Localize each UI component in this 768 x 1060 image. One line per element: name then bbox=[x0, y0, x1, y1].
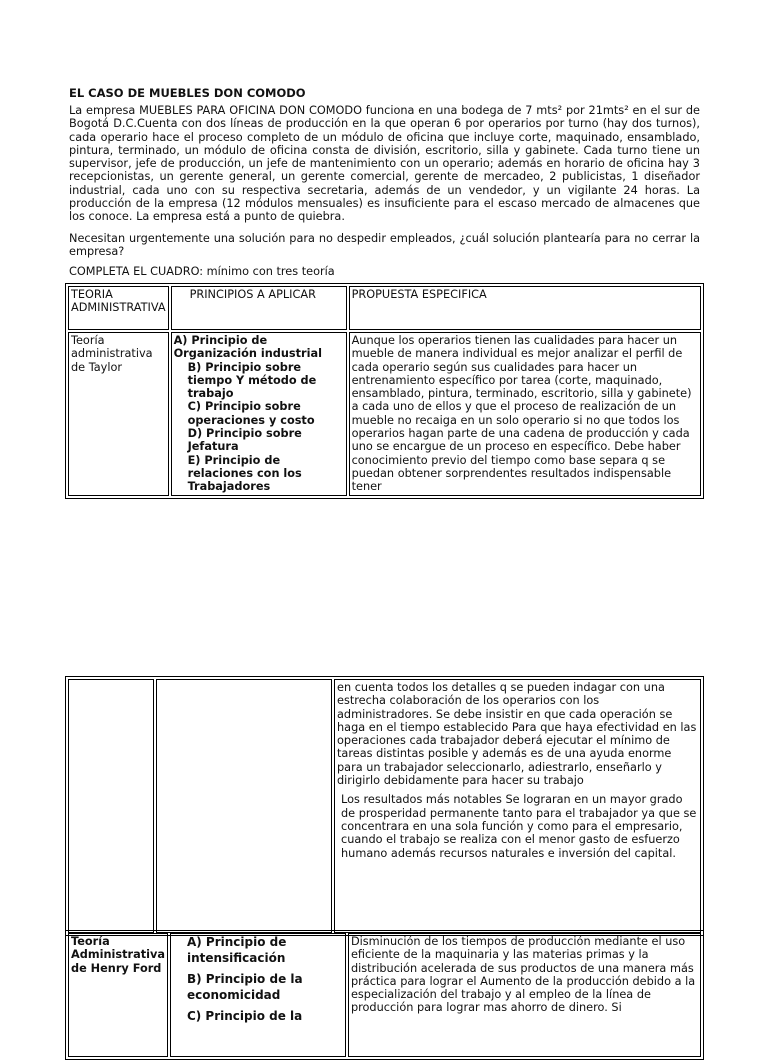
table-header-row bbox=[68, 286, 701, 330]
question-paragraph: Necesitan urgentemente una solución para no despedir empleados, ¿cuál solución plantearía para no cerrar la empresa? bbox=[69, 232, 700, 259]
ford-principle: C) Principio de la bbox=[186, 1009, 303, 1023]
taylor-principles-cell bbox=[171, 332, 347, 496]
document-title: EL CASO DE MUEBLES DON COMODO bbox=[69, 86, 306, 100]
taylor-proposal-cell: Aunque los operarios tienen las cualidades para hacer un mueble de manera individual es mejor analizar el perfil de cada operario según sus cualidades para hacer un entrenamiento específico por tarea (corte, maquinado, ensamblado, pintura, terminado, escritorio, silla y gabinete) a cada uno de ellos y que el proceso de realización de un mueble no recaiga en un solo operario si no que todos los operarios hagan parte de una cadena de producción y cada uno se encargue de un proceso en específico. Debe haber conocimiento previo del tiempo como base separa q se puedan obtener sorprendentes resultados indispensable tener bbox=[349, 332, 701, 496]
instruction-paragraph: COMPLETA EL CUADRO: mínimo con tres teoría bbox=[69, 265, 335, 278]
taylor-principle: D) Principio sobre Jefatura bbox=[187, 427, 302, 454]
taylor-principle: B) Principio sobre tiempo Y método de trabajo bbox=[187, 360, 317, 401]
header-theory: TEORIA ADMINISTRATIVA bbox=[68, 286, 169, 330]
case-paragraph: La empresa MUEBLES PARA OFICINA DON COMODO funciona en una bodega de 7 mts² por 21mts² en el sur de Bogotá D.C.Cuenta con dos líneas de producción en la que operan 6 por operarios por turno (hay dos turnos), cada operario hace el proceso completo de un módulo de oficina que incluye corte, maquinado, ensamblado, pintura, terminado, un módulo de oficina consta de división, escritorio, silla y gabinete. Cada turno tiene un supervisor, jefe de producción, un jefe de mantenimiento con un operario; además en horario de oficina hay 3 recepcionistas, un gerente general, un gerente comercial, gerente de mercadeo, 2 publicistas, 1 diseñador industrial, cada uno con su respectiva secretaria, además de un vendedor, y un vigilante 24 horas. La producción de la empresa (12 módulos mensuales) es insuficiente para el escaso mercado de almacenes que los conoce. La empresa está a punto de quiebra. bbox=[69, 104, 700, 224]
taylor-principle: E) Principio de relaciones con los Trabajadores bbox=[187, 453, 302, 494]
ford-theory-cell: Teoría Administrativa de Henry Ford bbox=[68, 933, 168, 1057]
taylor-theory-cell: Teoría administrativa de Taylor bbox=[68, 332, 169, 496]
taylor-results-text: Los resultados más notables Se lograran en un mayor grado de prosperidad permanente tanto para el trabajador ya que se concentrara en una sola función y como para el empresario, cuando el trabajo se realiza con el menor gasto de esfuerzo humano además recursos naturales e inversión del capital. bbox=[341, 793, 697, 860]
ford-principle: B) Principio de la economicidad bbox=[186, 972, 303, 1002]
empty-theory-cell bbox=[68, 679, 154, 933]
ford-principle: A) Principio de intensificación bbox=[186, 935, 287, 965]
empty-principles-cell bbox=[156, 679, 332, 933]
theory-table-ford bbox=[65, 930, 704, 1060]
header-principles-label: PRINCIPIOS A APLICAR bbox=[189, 288, 316, 301]
taylor-principle: C) Principio sobre operaciones y costo bbox=[187, 400, 315, 427]
table-row-taylor-continued bbox=[68, 679, 701, 933]
ford-proposal-cell: Disminución de los tiempos de producción mediante el uso eficiente de la maquinaria y las materias primas y la distribución acelerada de sus productos de una manera más práctica para lograr el Aumento de la producción debido a la especialización del trabajo y al empleo de la línea de producción para lograr mas ahorro de dinero. Si bbox=[348, 933, 701, 1057]
header-proposal: PROPUESTA ESPECIFICA bbox=[349, 286, 701, 330]
taylor-proposal-continued-cell bbox=[334, 679, 701, 933]
theory-table bbox=[65, 283, 704, 499]
theory-table-continued bbox=[65, 676, 704, 936]
taylor-principle: A) Principio de Organización industrial bbox=[173, 334, 322, 361]
table-row-taylor bbox=[68, 332, 701, 496]
taylor-proposal-text: en cuenta todos los detalles q se pueden indagar con una estrecha colaboración de los operarios con los administradores. Se debe insistir en que cada operación se haga en el tiempo establecido Para que haya efectividad en las operaciones cada trabajador deberá ejecutar el mínimo de tareas distintas posible y además es de una ayuda enorme para un trabajador seleccionarlo, adiestrarlo, enseñarlo y dirigirlo debidamente para hacer su trabajo bbox=[337, 681, 697, 788]
header-principles bbox=[171, 286, 347, 330]
ford-principles-cell bbox=[170, 933, 346, 1057]
table-row-ford bbox=[68, 933, 701, 1057]
